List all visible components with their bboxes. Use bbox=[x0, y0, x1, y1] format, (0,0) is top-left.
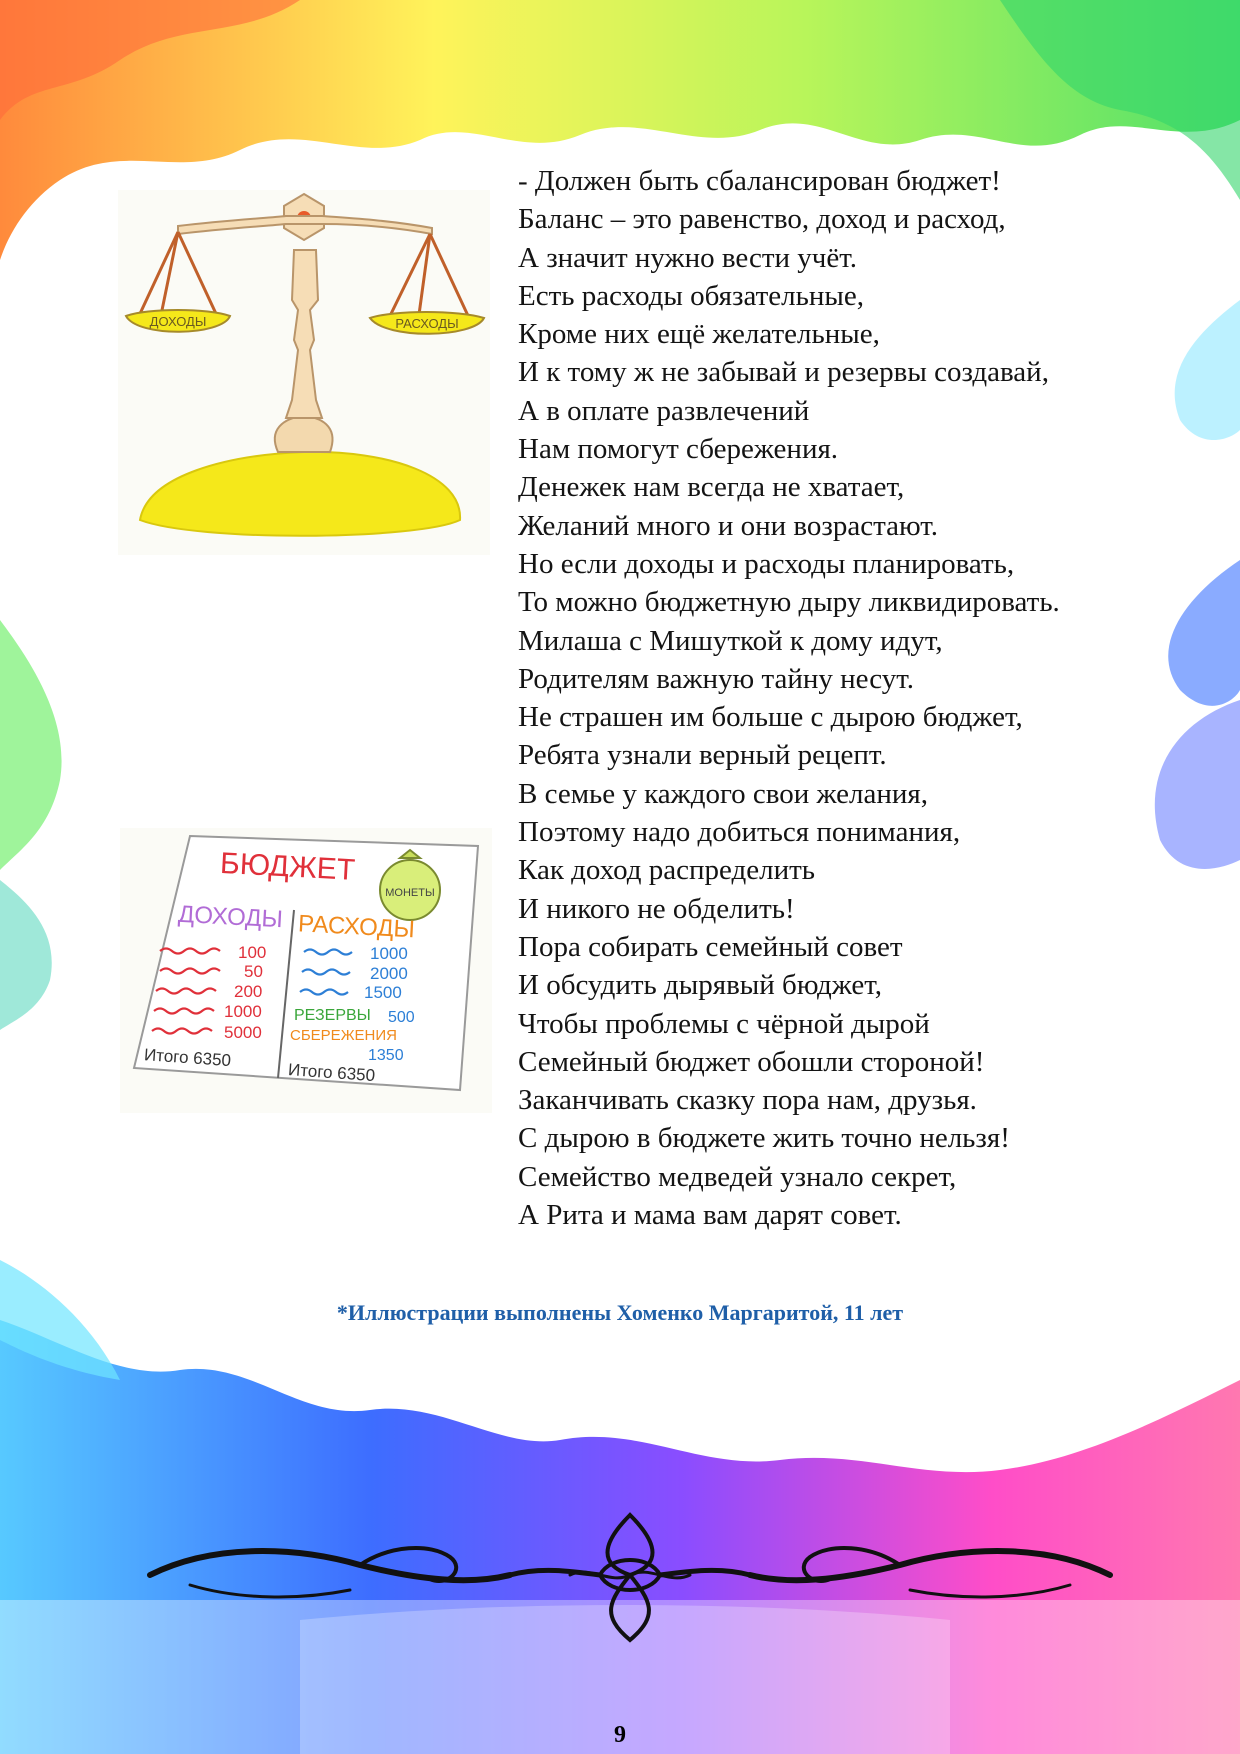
poem-line: Не страшен им больше с дырою бюджет, bbox=[518, 701, 1023, 734]
poem-line: А значит нужно вести учёт. bbox=[518, 241, 857, 274]
poem-line: А Рита и мама вам дарят совет. bbox=[518, 1199, 902, 1232]
expense-value: 2000 bbox=[370, 964, 408, 983]
poem-line: Заканчивать сказку пора нам, друзья. bbox=[518, 1084, 977, 1117]
poem-line: Родителям важную тайну несут. bbox=[518, 662, 914, 695]
expense-value: 1000 bbox=[370, 944, 408, 963]
stand-column bbox=[286, 250, 322, 418]
poem-line: То можно бюджетную дыру ликвидировать. bbox=[518, 586, 1060, 619]
ornamental-flourish bbox=[130, 1505, 1130, 1645]
left-pan-label: ДОХОДЫ bbox=[149, 314, 207, 329]
poem-line: Но если доходы и расходы планировать, bbox=[518, 547, 1015, 580]
sand-mound bbox=[140, 452, 460, 536]
expense-total: Итого 6350 bbox=[287, 1060, 376, 1086]
income-value: 100 bbox=[238, 943, 267, 962]
poem-line: Чтобы проблемы с чёрной дырой bbox=[518, 1007, 930, 1040]
illustration-credit: *Иллюстрации выполнены Хоменко Маргаритой, 11 лет bbox=[336, 1300, 904, 1325]
savings-value: 1350 bbox=[368, 1047, 404, 1064]
reserve-label: РЕЗЕРВЫ bbox=[294, 1007, 371, 1024]
expense-value: 1500 bbox=[364, 983, 402, 1002]
income-value: 5000 bbox=[224, 1023, 262, 1042]
scales-illustration bbox=[118, 190, 490, 555]
reserve-value: 500 bbox=[388, 1009, 415, 1026]
poem bbox=[518, 162, 1060, 1234]
poem-line: И к тому ж не забывай и резервы создавай, bbox=[518, 356, 1049, 389]
poem-line: Семейный бюджет обошли стороной! bbox=[518, 1045, 985, 1078]
income-value: 50 bbox=[244, 962, 263, 981]
poem-line: Семейство медведей узнало секрет, bbox=[518, 1160, 957, 1193]
right-pan-label: РАСХОДЫ bbox=[395, 316, 459, 331]
poem-line: С дырою в бюджете жить точно нельзя! bbox=[518, 1122, 1010, 1155]
poem-line: Баланс – это равенство, доход и расход, bbox=[518, 203, 1006, 236]
income-total: Итого 6350 bbox=[143, 1045, 232, 1071]
poem-line: Есть расходы обязательные, bbox=[518, 279, 864, 312]
poem-line: В семье у каждого свои желания, bbox=[518, 777, 929, 810]
savings-label: СБЕРЕЖЕНИЯ bbox=[290, 1027, 397, 1044]
poem-line: Нам помогут сбережения. bbox=[518, 433, 839, 466]
poem-line: Пора собирать семейный совет bbox=[518, 930, 903, 963]
budget-sheet-illustration bbox=[120, 828, 492, 1113]
page-number: 9 bbox=[614, 1722, 626, 1748]
poem-line: Ребята узнали верный рецепт. bbox=[518, 739, 887, 772]
poem-line: - Должен быть сбалансирован бюджет! bbox=[518, 165, 1001, 197]
expense-header: РАСХОДЫ bbox=[297, 910, 416, 944]
poem-line: Как доход распределить bbox=[518, 854, 816, 887]
income-value: 200 bbox=[234, 982, 263, 1001]
budget-title: БЮДЖЕТ bbox=[219, 846, 356, 887]
income-header: ДОХОДЫ bbox=[177, 900, 284, 934]
poem-line: Желаний много и они возрастают. bbox=[518, 509, 939, 542]
poem-line: Денежек нам всегда не хватает, bbox=[518, 471, 905, 504]
poem-line: И никого не обделить! bbox=[518, 892, 795, 925]
poem-line: Поэтому надо добиться понимания, bbox=[518, 816, 961, 849]
poem-line: Кроме них ещё желательные, bbox=[518, 318, 880, 351]
stand-base bbox=[275, 416, 333, 452]
poem-line: И обсудить дырявый бюджет, bbox=[518, 969, 883, 1002]
coin-bag-label: МОНЕТЫ bbox=[385, 887, 435, 899]
poem-line: А в оплате развлечений bbox=[518, 394, 810, 427]
poem-line: Милаша с Мишуткой к дому идут, bbox=[518, 624, 943, 657]
income-value: 1000 bbox=[224, 1002, 262, 1021]
